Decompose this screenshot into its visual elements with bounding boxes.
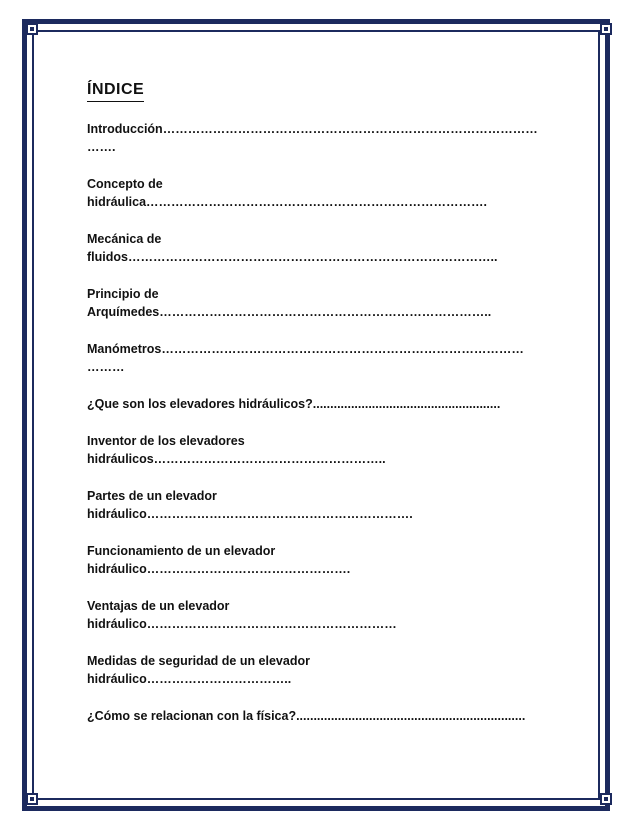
toc-entry-line: Inventor de los elevadores bbox=[87, 434, 245, 448]
toc-entry-line: ¿Que son los elevadores hidráulicos?...................................................... bbox=[87, 397, 501, 411]
corner-ornament-top-right bbox=[600, 23, 612, 35]
toc-entry-line: Mecánica de bbox=[87, 232, 162, 246]
index-title: ÍNDICE bbox=[87, 80, 144, 102]
toc-entry bbox=[87, 175, 547, 211]
toc-entry-line: ¿Cómo se relacionan con la física?.................................................................. bbox=[87, 709, 526, 723]
corner-ornament-top-left bbox=[26, 23, 38, 35]
toc-entry-line: Funcionamiento de un elevador bbox=[87, 544, 276, 558]
toc-entry bbox=[87, 707, 547, 725]
toc-entry-line: fluidos…………………………………………………………………………….. bbox=[87, 250, 498, 264]
toc-entry bbox=[87, 340, 547, 376]
toc-entry-line: hidráulicos……………………………………………….. bbox=[87, 452, 386, 466]
toc-entry-line: Manómetros…………………………………………………………………………… bbox=[87, 342, 524, 356]
toc-entry bbox=[87, 542, 547, 578]
toc-entry bbox=[87, 395, 547, 413]
toc-entry bbox=[87, 487, 547, 523]
toc-entry-line: Principio de bbox=[87, 287, 159, 301]
toc-entry-line: hidráulico………………………………………………………. bbox=[87, 507, 413, 521]
toc-list bbox=[87, 120, 547, 725]
corner-ornament-bottom-right bbox=[600, 793, 612, 805]
toc-entry bbox=[87, 432, 547, 468]
toc-entry-line: Medidas de seguridad de un elevador bbox=[87, 654, 310, 668]
toc-entry-line: ……. bbox=[87, 140, 116, 154]
toc-entry-line: hidráulica………………………………………………………………………. bbox=[87, 195, 488, 209]
corner-ornament-bottom-left bbox=[26, 793, 38, 805]
toc-entry-line: ……… bbox=[87, 360, 125, 374]
toc-entry-line: Ventajas de un elevador bbox=[87, 599, 230, 613]
toc-entry-line: hidráulico…………………………….. bbox=[87, 672, 292, 686]
table-of-contents bbox=[87, 80, 547, 744]
toc-entry-line: hidráulico…………………………………………………… bbox=[87, 617, 397, 631]
toc-entry bbox=[87, 230, 547, 266]
toc-entry bbox=[87, 652, 547, 688]
toc-entry-line: hidráulico…………………………………………. bbox=[87, 562, 351, 576]
toc-entry bbox=[87, 285, 547, 321]
toc-entry bbox=[87, 120, 547, 156]
toc-entry-line: Introducción……………………………………………………………………………… bbox=[87, 122, 538, 136]
toc-entry-line: Partes de un elevador bbox=[87, 489, 217, 503]
toc-entry bbox=[87, 597, 547, 633]
toc-entry-line: Arquímedes…………………………………………………………………….. bbox=[87, 305, 492, 319]
toc-entry-line: Concepto de bbox=[87, 177, 163, 191]
